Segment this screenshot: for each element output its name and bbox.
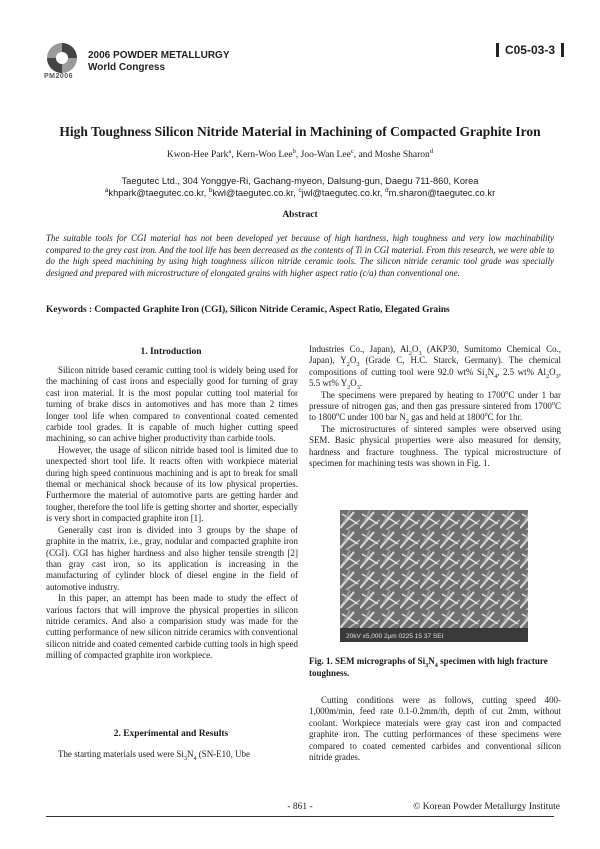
authors: Kwon-Hee Park$^a$, Kern-Woo Lee$^b$, Joo-Wan Lee$^c$, and Moshe Sharon$^d$ (166, 147, 434, 160)
figure-caption: Fig. 1. SEM micrographs of $Si_3N_4$ specimen with high fracture toughness. (309, 656, 548, 678)
paragraph: Industries Co., Japan), $Al_2O_3$ (AKP30, Sumitomo Chemical Co., Japan), $Y_2O_3$ (Grade C, H.C. Starck, Germany). The chemical compositions of cutting tool were 92.0 wt% $Si_3N_4$, 2.5 wt% $Al_2O_3$, 5.5 wt% $Y_2O_3$. (309, 344, 562, 391)
sem-micrograph-figure (340, 510, 528, 642)
paragraph: In this paper, an attempt has been made to study the effect of various factors that will improve the physical properties in silicon nitride ceramics. And also a comparision study was made for the cutting performance of new silicon nitride ceramics with conventional silicon nitride and coated cemented carbide cutting tools in high speed milling of compacted graphite iron workpiece. (46, 593, 298, 661)
affiliation: Taegutec Ltd., 304 Yonggye-Ri, Gachang-myeon, Dalsung-gun, Daegu 711-860, Korea (121, 176, 479, 186)
affiliation-block (0, 176, 600, 199)
conference-name (88, 50, 230, 74)
experimental-text (46, 749, 298, 760)
copyright: © Korean Powder Metallurgy Institute (413, 802, 560, 812)
conference-line1: 2006 POWDER METALLURGY (88, 50, 230, 61)
paragraph: The microstructures of sintered samples were observed using SEM. Basic physical properties were also measured for density, hardness and fracture toughness. The typical microstructure of specimen for machining tests was shown in Fig. 1. (309, 423, 561, 469)
footer-rule (46, 816, 554, 817)
paragraph: The starting materials used were $Si_3N_4$ (SN-E10, Ube (58, 749, 250, 762)
logo-caption: PM2006 (44, 73, 74, 80)
abstract-text: The suitable tools for CGI material has not been developed yet because of high hardness, high toughness and very low machinability compared to the grey cast iron. And the tool life has been decreased as the contents of Ti in CGI material. From this research, we were able to do the high speed machining by using high toughness silicon nitride ceramic tools. The silicon nitride ceramic tool grade was specially designed and prepared with microstructure of elongated grains with higher aspect ratio (c/a) than conventional one. (46, 233, 554, 278)
section-heading-experimental: 2. Experimental and Results (113, 729, 229, 739)
paragraph: Silicon nitride based ceramic cutting tool is widely being used for the machining of cast irons and especially good for turning of gray cast iron material. It is the most popular cutting tool material for turning of brake discs in automotives and has more than 2 times longer tool life when compared to conventional coated cemented carbide tool grades. It is capable of much higher cutting speed machining, so can achive higher productivity than carbide tools. (46, 365, 298, 444)
cutting-conditions-text (309, 695, 561, 763)
figure-scale-label: 20kV x5,000 2µm 0225 15 37 SEI (346, 633, 444, 640)
paper-title: High Toughness Silicon Nitride Material in Machining of Compacted Graphite Iron (59, 124, 541, 139)
emails: $^a$khpark@taegutec.co.kr, $^b$kwl@taegutec.co.kr, $^c$jwl@taegutec.co.kr, $^d$m.sharon@taegutec.co.kr (104, 186, 496, 198)
introduction-text (46, 365, 298, 662)
column2-text (309, 344, 561, 469)
keywords: Keywords : Compacted Graphite Iron (CGI), Silicon Nitride Ceramic, Aspect Ratio, Elegated Grains (46, 305, 450, 315)
section-heading-introduction: 1. Introduction (140, 347, 202, 357)
paper-code: C05-03-3 (496, 43, 564, 57)
abstract-heading: Abstract (282, 210, 318, 220)
paragraph: Generally cast iron is divided into 3 groups by the shape of graphite in the matrix, i.e., gray, nodular and compacted graphite iron (CGI). CGI has higher hardness and also higher tensile strength [2] than gray cast iron, so its application is increasing in the manufacturing of cylinder block of diesel engine in the field of automotive industry. (46, 524, 298, 592)
page-number: - 861 - (287, 802, 313, 812)
paragraph: The specimens were prepared by heating to 1700$^o$C under 1 bar pressure of nitrogen gas, and then gas pressure sintered from 1700$^o$C to 1800$^o$C under 100 bar $N_2$ gas and held at 1800$^o$C for 1hr. (309, 388, 561, 426)
paragraph: Cutting conditions were as follows, cutting speed 400-1,000m/min, feed rate 0.1-0.2mm/th, depth of cut 2mm, without coolant. Workpiece materials were gray cast iron and compacted graphite iron. The cutting performances of these specimens were compared to coated cemented carbides and conventional silicon nitride grades. (309, 695, 561, 763)
paragraph: However, the usage of silicon nitride based tool is limited due to unexpected short tool life. It reacts often with workpiece material during high speed continuous machining and is apt to break for small themal or mechanical shock because of its low physical properties. Furthermore the material of automotive parts are getting harder and tougher, therefore the tool life is getting shorter and shorter, especially is very short in compacted graphite iron [1]. (46, 444, 298, 524)
conference-line2: World Congress (88, 62, 166, 73)
